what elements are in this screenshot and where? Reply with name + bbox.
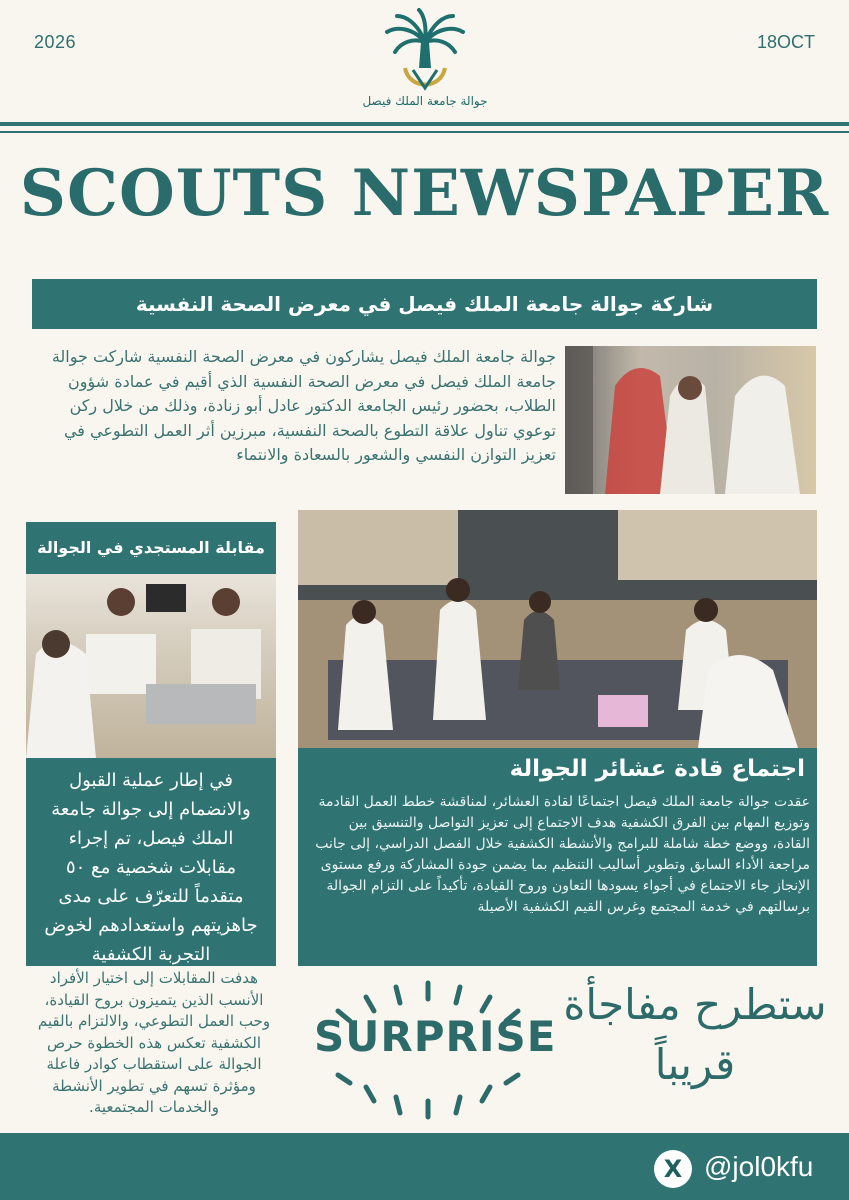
- logo-caption: جوالة جامعة الملك فيصل: [362, 94, 488, 108]
- social-handle[interactable]: @jol0kfu: [704, 1151, 814, 1182]
- article3-photo: [298, 510, 817, 748]
- article1-photo: [565, 346, 816, 494]
- article2-box-body: في إطار عملية القبول والانضمام إلى جوالة جامعة الملك فيصل، تم إجراء مقابلات شخصية مع ٥٠ متقدماً للتعرّف على مدى جاهزيتهم واستعدادهم لخوض التجربة الكشفية: [26, 758, 276, 966]
- article3-headline: اجتماع قادة عشائر الجوالة: [509, 756, 805, 782]
- header-rule-thin: [0, 131, 849, 133]
- date-label: 18OCT: [756, 32, 815, 52]
- article1-headline: شاركة جوالة جامعة الملك فيصل في معرض الصحة النفسية: [32, 279, 817, 329]
- article3-photo-illustration: [298, 510, 817, 748]
- coming-soon-text: ستطرح مفاجأة قريباً: [563, 980, 827, 1089]
- article2-photo-illustration: [26, 574, 276, 758]
- header-rule-thick: [0, 122, 849, 126]
- article1-photo-illustration: [565, 346, 816, 494]
- article2-body: هدفت المقابلات إلى اختيار الأفراد الأنسب الذين يتميزون بروح القيادة، وحب العمل التطوعي، والالتزام بالقيم الكشفية تعكس هذه الخطوة حرص الجوالة على استقطاب كوادر فاعلة ومؤثرة تسهم في تطوير الأنشطة والخدمات المجتمعية.: [37, 969, 271, 1116]
- newspaper-masthead: SCOUTS NEWSPAPER: [19, 156, 830, 231]
- surprise-word: SURPRISE: [314, 1012, 557, 1061]
- article2-photo: [26, 574, 276, 758]
- x-logo-icon[interactable]: X: [654, 1150, 692, 1188]
- article3-body: عقدت جوالة جامعة الملك فيصل اجتماعًا لقادة العشائر، لمناقشة خطط العمل القادمة وتوزيع المهام بين الفرق الكشفية هدف الاجتماع إلى تعزيز التواصل والتنسيق بين القادة، ووضع خطة شاملة للبرامج والأنشطة الكشفية خلال الفصل الدراسي، إلى جانب مراجعة الأداء السابق وتطوير أساليب التنظيم بما يضمن جودة المشاركة ورفع مستوى الإنجاز جاء الاجتماع في أجواء يسودها التعاون وروح القيادة، تأكيداً على التزام الجوالة برسالتهم في خدمة المجتمع وغرس القيم الكشفية الأصيلة: [315, 794, 810, 915]
- year-label: 2026: [34, 32, 77, 52]
- palm-logo-icon: [383, 8, 467, 98]
- article1-body: جوالة جامعة الملك فيصل يشاركون في معرض الصحة النفسية شاركت جوالة جامعة الملك فيصل في معرض الصحة النفسية الذي أقيم في عمادة شؤون الطلاب، بحضور رئيس الجامعة الدكتور عادل أبو زنادة، وذلك من خلال ركن توعوي تناول علاقة التطوع بالصحة النفسية، مبرزين أثر العمل التطوعي في تعزيز التوازن النفسي والشعور بالسعادة والانتماء: [51, 347, 556, 464]
- article2-headline: مقابلة المستجدي في الجوالة: [26, 522, 276, 574]
